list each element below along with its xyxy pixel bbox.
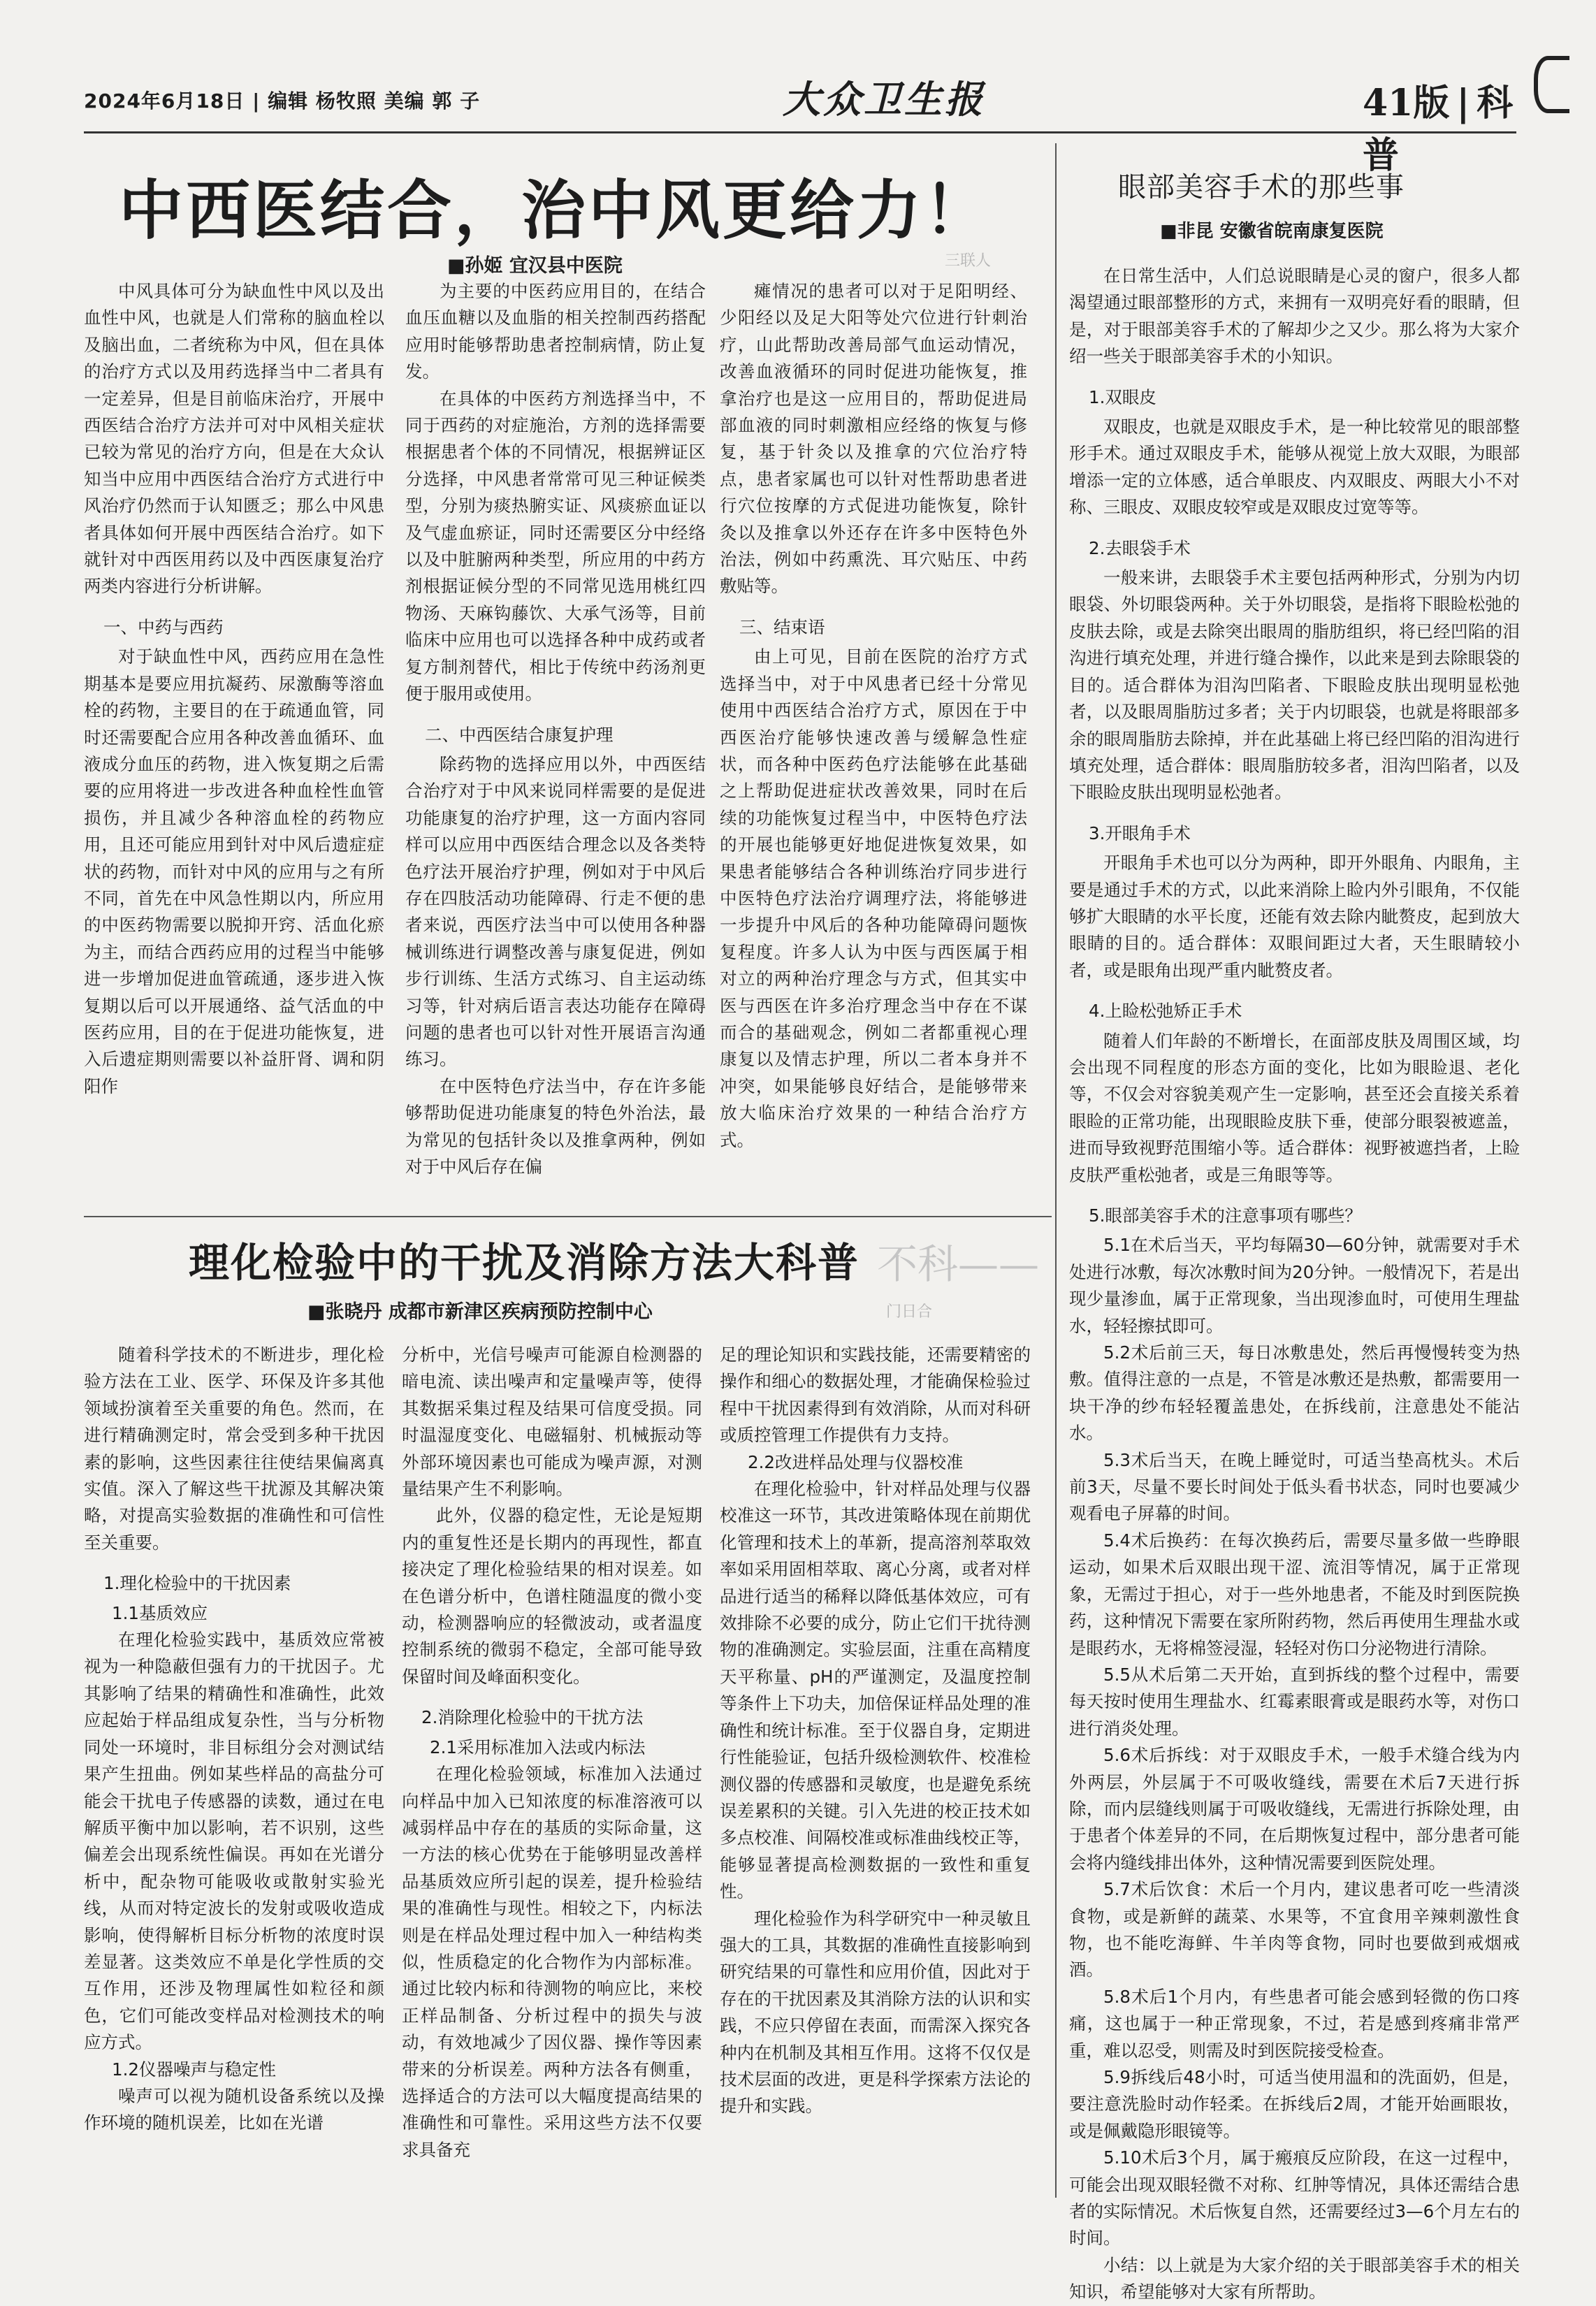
section-heading: 2.去眼袋手术 <box>1089 537 1191 558</box>
paragraph: 在具体的中医药方剂选择当中，不同于西药的对症施治，方剂的选择需要根据患者个体的不同情况，根据辨证区分选择，中风患者常常可见三种证候类型，分别为痰热腑实证、风痰瘀血证以及气虚血瘀证，同时还需要区分中经络以及中脏腑两种类型，所应用的中药方剂根据证候分型的不同常见选用桃红四物汤、天麻钩藤饮、大承气汤等，目前临床中应用也可以选择各种中成药或者复方制剂替代，相比于传统中药汤剂更便于服用或使用。 <box>405 388 706 704</box>
article2-column <box>1069 263 1520 2306</box>
paragraph: 中风具体可分为缺血性中风以及出血性中风，也就是人们常称的脑血栓以及脑出血，二者统称为中风，但在具体的治疗方式以及用药选择当中二者具有一定差异，但是目前临床治疗，开展中西医结合治疗方法并可对中风相关症状已较为常见的治疗方向，但是在大众认知当中应用中西医结合治疗方式进行中风治疗仍然而于认知匮乏；那么中风患者具体如何开展中西医结合治疗。如下就针对中西医用药以及中西医康复治疗两类内容进行分析讲解。 <box>84 281 384 597</box>
section-heading: 1.双眼皮 <box>1089 386 1156 407</box>
header-rule <box>84 131 1516 133</box>
section-heading: 2.消除理化检验中的干扰方法 <box>421 1707 644 1728</box>
ghost-text-c: 门日合 <box>886 1303 933 1321</box>
paragraph: 一般来讲，去眼袋手术主要包括两种形式，分别为内切眼袋、外切眼袋两种。关于外切眼袋，是指将下眼睑松弛的皮肤去除，或是去除突出眼周的脂肪组织，将已经凹陷的泪沟进行填充处理，并进行缝合操作，以此来是到去除眼袋的目的。适合群体为泪沟凹陷者、下眼睑皮肤出现明显松弛者，以及眼周脂肪过多者；关于内切眼袋，也就是将眼部多余的眼周脂肪去除掉，并在此基础上将已经凹陷的泪沟进行填充处理，适合群体：眼周脂肪较多者，泪沟凹陷者，以及下眼睑皮肤出现明显松弛者。 <box>1069 567 1520 803</box>
masthead: 大众卫生报 <box>783 77 985 122</box>
paragraph: 5.6术后拆线：对于双眼皮手术，一般手术缝合线为内外两层，外层属于不可吸收缝线，需要在术后7天进行拆除，而内层缝线则属于可吸收缝线，无需进行拆除处理，由于患者个体差异的不同，在后期恢复过程中，部分患者可能会将内缝线排出体外，这种情况需要到医院处理。 <box>1069 1745 1520 1873</box>
ghost-text-b: 不科—— <box>877 1240 1040 1288</box>
paragraph: 噪声可以视为随机设备系统以及操作环境的随机误差，比如在光谱 <box>84 2085 384 2133</box>
column-divider <box>1055 143 1057 2198</box>
paragraph: 随着人们年龄的不断增长，在面部皮肤及周围区域，均会出现不同程度的形态方面的变化，比如为眼睑退、老化等，不仅会对容貌美观产生一定影响，甚至还会直接关系着眼睑的正常功能，出现眼睑皮肤下垂，使部分眼裂被遮盖，进而导致视野范围缩小等。适合群体：视野被遮挡者，上睑皮肤严重松弛者，或是三角眼等等。 <box>1069 1030 1520 1185</box>
section-heading: 2.1采用标准加入法或内标法 <box>430 1736 646 1757</box>
paragraph: 此外，仪器的稳定性，无论是短期内的重复性还是长期内的再现性，都直接决定了理化检验结果的相对误差。如在色谱分析中，色谱柱随温度的微小变动，检测器响应的轻微波动，或者温度控制系统的微弱不稳定，全部可能导致保留时间及峰面积变化。 <box>402 1505 702 1687</box>
paragraph: 5.3术后当天，在晚上睡觉时，可适当垫高枕头。术后前3天，尽量不要长时间处于低头看书状态，同时也要减少观看电子屏幕的时间。 <box>1069 1449 1520 1524</box>
paragraph: 5.8术后1个月内，有些患者可能会感到轻微的伤口疼痛，这也属于一种正常现象，不过，若是感到疼痛非常严重，难以忍受，则需及时到医院接受检查。 <box>1069 1986 1520 2061</box>
article3-column-2 <box>402 1342 702 2163</box>
paragraph: 理化检验作为科学研究中一种灵敏且强大的工具，其数据的准确性直接影响到研究结果的可靠性和应用价值，因此对于存在的干扰因素及其消除方法的认识和实践，不应只停留在表面，而需深入探究各种内在机制及其相互作用。这将不仅仅是技术层面的改进，更是科学探索方法论的提升和实践。 <box>720 1908 1031 2117</box>
section-heading: 一、中药与西药 <box>103 616 224 637</box>
section-heading: 2.2改进样品处理与仪器校准 <box>748 1451 964 1472</box>
article1-column-2 <box>405 278 706 1180</box>
paragraph: 除药物的选择应用以外，中西医结合治疗对于中风来说同样需要的是促进功能康复的治疗护理，这一方面内容同样可以应用中西医结合理念以及各类特色疗法开展治疗护理，例如对于中风后存在四肢活动功能障碍、行走不便的患者来说，西医疗法当中可以使用各种器械训练进行调整改善与康复促进，例如步行训练、生活方式练习、自主运动练习等，针对病后语言表达功能存在障碍问题的患者也可以针对性开展语言沟通练习。 <box>405 753 706 1070</box>
section-heading: 4.上睑松弛矫正手术 <box>1089 1001 1242 1022</box>
paragraph: 5.9拆线后48小时，可适当使用温和的洗面奶，但是，要注意洗脸时动作轻柔。在拆线后2周，才能开始画眼妆，或是佩戴隐形眼镜等。 <box>1069 2067 1520 2141</box>
paragraph: 在理化检验实践中，基质效应常被视为一种隐蔽但强有力的干扰因子。尤其影响了结果的精确性和准确性，此效应起始于样品组成复杂性，当与分析物同处一环境时，非目标组分会对测试结果产生扭曲。例如某些样品的高盐分可能会干扰电子传感器的读数，通过在电解质平衡中加以影响，若不识别，这些偏差会出现系统性偏误。再如在光谱分析中，配杂物可能吸收或散射实验光线，从而对特定波长的发射或吸收造成影响，使得解析目标分析物的浓度时误差显著。这类效应不单是化学性质的交互作用，还涉及物理属性如粒径和颜色，它们可能改变样品对检测技术的响应方式。 <box>84 1630 384 2053</box>
corner-ornament <box>1534 56 1569 113</box>
section-heading: 1.2仪器噪声与稳定性 <box>112 2059 276 2080</box>
article1-column-1 <box>84 278 384 1100</box>
page-section: 41版 | 科普 <box>1363 82 1514 177</box>
paragraph: 在日常生活中，人们总说眼睛是心灵的窗户，很多人都渴望通过眼部整形的方式，来拥有一双明亮好看的眼睛，但是，对于眼部美容手术的了解却少之又少。那么将为大家介绍一些关于眼部美容手术的小知识。 <box>1069 266 1520 367</box>
ghost-text-a: 三联人 <box>945 252 992 270</box>
section-heading: 3.开眼角手术 <box>1089 822 1191 843</box>
section-heading: 二、中西医结合康复护理 <box>425 724 614 745</box>
article3-author: ■张晓丹 成都市新津区疾病预防控制中心 <box>307 1301 653 1323</box>
article2-author: ■非昆 安徽省皖南康复医院 <box>1160 221 1384 242</box>
paragraph: 瘫情况的患者可以对于足阳明经、少阳经以及足大阳等处穴位进行针刺治疗，山此帮助改善局部气血运动情况，改善血液循环的同时促进功能恢复，推拿治疗也是这一应用目的，帮助促进局部血液的同时刺激相应经络的恢复与修复，基于针灸以及推拿的穴位治疗特点，患者家属也可以针对性帮助患者进行穴位按摩的方式促进功能恢复，除针灸以及推拿以外还存在许多中医特色外治法，例如中药熏洗、耳穴贴压、中药敷贴等。 <box>720 281 1027 597</box>
header-date-editors: 2024年6月18日 | 编辑 杨牧照 美编 郭 子 <box>84 89 481 113</box>
paragraph: 5.10术后3个月，属于瘢痕反应阶段，在这一过程中，可能会出现双眼轻微不对称、红肿等情况，具体还需结合患者的实际情况。术后恢复自然，还需要经过3—6个月左右的时间。 <box>1069 2147 1520 2249</box>
paragraph: 在理化检验中，针对样品处理与仪器校准这一环节，其改进策略体现在前期优化管理和技术上的革新，提高溶剂萃取效率如采用固相萃取、离心分离，或者对样品进行适当的稀释以降低基体效应，可有效排除不必要的成分，防止它们干扰待测物的准确测定。实验层面，注重在高精度天平称量、pH的严谨测定，及温度控制等条件上下功夫，加倍保证样品处理的准确性和统计标准。至于仪器自身，定期进行性能验证，包括升级检测软件、校准检测仪器的传感器和灵敏度，也是避免系统误差累积的关键。引入先进的校正技术如多点校准、间隔校准或标准曲线校正等，能够显著提高检测数据的一致性和重复性。 <box>720 1479 1031 1902</box>
article3-column-3 <box>720 1342 1031 2120</box>
paragraph: 足的理论知识和实践技能，还需要精密的操作和细心的数据处理，才能确保检验过程中干扰因素得到有效消除，从而对科研或质控管理工作提供有力支持。 <box>720 1344 1031 1446</box>
page-header <box>84 66 1516 177</box>
page-number: 41版 <box>1363 82 1450 124</box>
paragraph: 为主要的中医药应用目的，在结合血压血糖以及血脂的相关控制西药搭配应用时能够帮助患者控制病情，防止复发。 <box>405 281 706 382</box>
article2-title: 眼部美容手术的那些事 <box>1118 171 1405 203</box>
paragraph: 由上可见，目前在医院的治疗方式选择当中，对于中风患者已经十分常见使用中西医结合治疗方式，原因在于中西医治疗能够快速改善与缓解急性症状，而各种中医药色疗法能够在此基础之上帮助促进症状改善效果，同时在后续的功能恢复过程当中，中医特色疗法的开展也能够更好地促进恢复效果，如果患者能够结合各种训练治疗同步进行中医特色疗法治疗调理疗法，将能够进一步提升中风后的各种功能障碍问题恢复程度。许多人认为中医与西医属于相对立的两种治疗理念与方式，但其实中医与西医在许多治疗理念当中存在不谋而合的基础观念，例如二者都重视心理康复以及情志护理，所以二者本身并不冲突，如果能够良好结合，是能够带来放大临床治疗效果的一种结合治疗方式。 <box>720 646 1027 1150</box>
section-divider <box>84 1216 1052 1217</box>
section-heading: 1.理化检验中的干扰因素 <box>103 1573 291 1594</box>
section-heading: 三、结束语 <box>739 616 825 637</box>
paragraph: 5.4术后换药：在每次换药后，需要尽量多做一些睁眼运动，如果术后双眼出现干涩、流泪等情况，属于正常现象，无需过于担心，对于一些外地患者，不能及时到医院换药，这种情况下需要在家所附药物，然后再使用生理盐水或是眼药水，无将棉签浸湿，轻轻对伤口分泌物进行清除。 <box>1069 1530 1520 1658</box>
article3-column-1 <box>84 1342 384 2137</box>
paragraph: 5.7术后饮食：术后一个月内，建议患者可吃一些清淡食物，或是新鲜的蔬菜、水果等，不宜食用辛辣刺激性食物，也不能吃海鲜、牛羊肉等食物，同时也要做到戒烟戒酒。 <box>1069 1879 1520 1980</box>
section-heading: 5.眼部美容手术的注意事项有哪些？ <box>1089 1205 1362 1226</box>
section-heading: 1.1基质效应 <box>112 1602 208 1623</box>
article1-column-3 <box>720 278 1027 1154</box>
article1-author: ■孙姬 宜汉县中医院 <box>447 255 623 277</box>
paragraph: 5.1在术后当天，平均每隔30—60分钟，就需要对手术处进行冰敷，每次冰敷时间为20分钟。一般情况下，若是出现少量渗血，属于正常现象，当出现渗血时，可使用生理盐水，轻轻擦拭即可。 <box>1069 1235 1520 1336</box>
paragraph: 开眼角手术也可以分为两种，即开外眼角、内眼角，主要是通过手术的方式，以此来消除上睑内外引眼角，不仅能够扩大眼睛的水平长度，还能有效去除内眦赘皮，起到放大眼睛的目的。适合群体：双眼间距过大者，天生眼睛较小者，或是眼角出现严重内眦赘皮者。 <box>1069 853 1520 980</box>
paragraph: 5.5从术后第二天开始，直到拆线的整个过程中，需要每天按时使用生理盐水、红霉素眼膏或是眼药水等，对伤口进行消炎处理。 <box>1069 1664 1520 1739</box>
paragraph: 小结：以上就是为大家介绍的关于眼部美容手术的相关知识，希望能够对大家有所帮助。 <box>1069 2254 1520 2303</box>
paragraph: 5.2术后前三天，每日冰敷患处，然后再慢慢转变为热敷。值得注意的一点是，不管是冰敷还是热敷，都需要用一块干净的纱布轻轻覆盖患处，在拆线前，注意患处不能沾水。 <box>1069 1342 1520 1444</box>
paragraph: 分析中，光信号噪声可能源自检测器的暗电流、读出噪声和定量噪声等，使得其数据采集过程及结果可信度受损。同时温湿度变化、电磁辐射、机械振动等外部环境因素也可能成为噪声源，对测量结果产生不利影响。 <box>402 1344 702 1500</box>
section-name: 科普 <box>1363 82 1514 177</box>
paragraph: 在理化检验领域，标准加入法通过向样品中加入已知浓度的标准溶液可以减弱样品中存在的基质的实际命量，这一方法的核心优势在于能够明显改善样品基质效应所引起的误差，提升检验结果的准确性与现性。相较之下，内标法则是在样品处理过程中加入一种结构类似，性质稳定的化合物作为内部标准。通过比较内标和待测物的响应比，来校正样品制备、分析过程中的损失与波动，有效地减少了因仪器、操作等因素带来的分析误差。两种方法各有侧重，选择适合的方法可以大幅度提高结果的准确性和可靠性。采用这些方法不仅要求具备充 <box>402 1764 702 2160</box>
paragraph: 对于缺血性中风，西药应用在急性期基本是要应用抗凝药、尿激酶等溶血栓的药物，主要目的在于疏通血管，同时还需要配合应用各种改善血循环、血液成分血压的药物，进入恢复期之后需要的应用将进一步改进各种血栓性血管损伤，并且减少各种溶血栓的药物应用，且还可能应用到针对中风后遗症症状的药物，而针对中风的应用与之有所不同，首先在中风急性期以内，所应用的中医药物需要以脱抑开窍、活血化瘀为主，而结合西药应用的过程当中能够进一步增加促进血管疏通，逐步进入恢复期以后可以开展通络、益气活血的中医药应用，目的在于促进功能恢复，进入后遗症期则需要以补益肝肾、调和阴阳作 <box>84 646 384 1096</box>
paragraph: 在中医特色疗法当中，存在许多能够帮助促进功能康复的特色外治法，最为常见的包括针灸以及推拿两种，例如对于中风后存在偏 <box>405 1075 706 1177</box>
article3-title: 理化检验中的干扰及消除方法大科普 <box>189 1239 860 1286</box>
article1-title: 中西医结合，治中风更给力！ <box>119 173 992 248</box>
paragraph: 双眼皮，也就是双眼皮手术，是一种比较常见的眼部整形手术。通过双眼皮手术，能够从视觉上放大双眼，为眼部增添一定的立体感，适合单眼皮、内双眼皮、两眼大小不对称、三眼皮、双眼皮较窄或是双眼皮过宽等等。 <box>1069 416 1520 518</box>
paragraph: 随着科学技术的不断进步，理化检验方法在工业、医学、环保及许多其他领域扮演着至关重要的角色。然而，在进行精确测定时，常会受到多种干扰因素的影响，这些因素往往使结果偏离真实值。深入了解这些干扰源及其解决策略，对提高实验数据的准确性和可信性至关重要。 <box>84 1344 384 1553</box>
